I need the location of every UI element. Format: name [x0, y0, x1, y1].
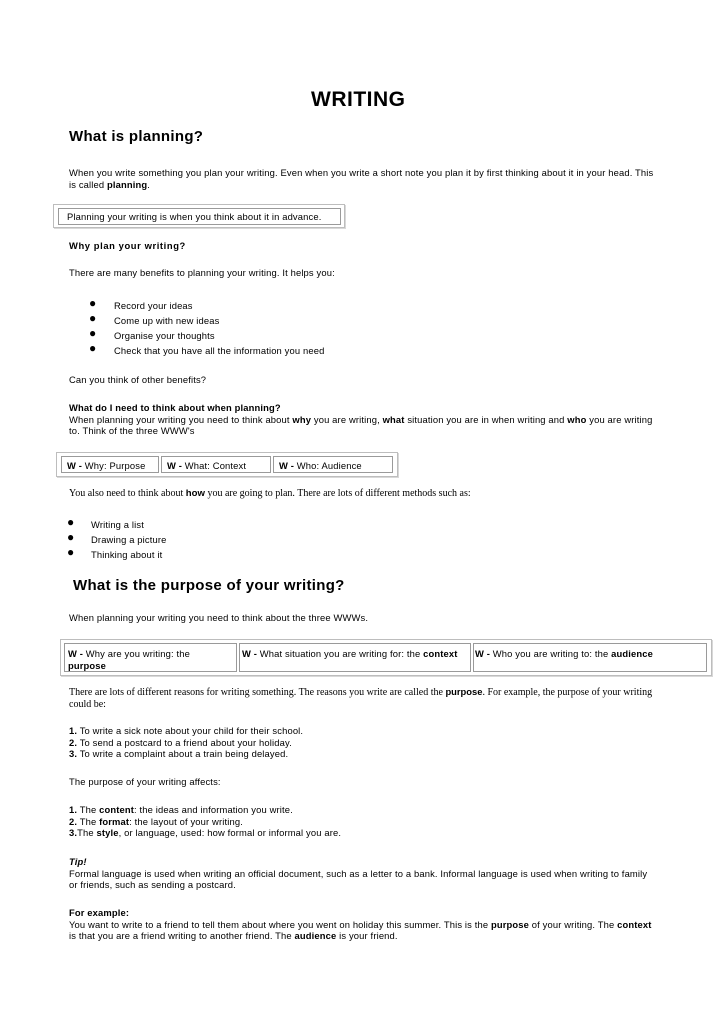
www-table	[60, 639, 712, 676]
affects-intro: The purpose of your writing affects:	[69, 776, 221, 787]
bullet-icon: ●	[67, 545, 75, 559]
www-who: W - Who: Audience	[279, 460, 362, 471]
purpose-intro: When planning your writing you need to think about the three WWWs.	[69, 612, 369, 623]
www-why: W - Why: Purpose	[67, 460, 146, 471]
effects-list	[69, 804, 669, 839]
heading-what-is-planning: What is planning?	[69, 128, 204, 145]
example-item: 3. To write a complaint about a train being delayed.	[69, 748, 289, 759]
planning-intro-line2: is called planning.	[69, 178, 151, 190]
example-block: For example: You want to write to a friend to tell them about where you went on holiday this summer. This is the purpose of your writing. The context is that you are a friend writing to another friend. The audience is your friend.	[69, 907, 689, 942]
effect-item: 2. The format: the layout of your writing.	[69, 815, 243, 827]
bullet-icon: ●	[67, 530, 75, 544]
tip-block: Tip! Formal language is used when writing an official document, such as a letter to a bank. Informal language is used when writing to family or friends, such as sending a postcard.	[69, 856, 689, 891]
planning-term: planning	[106, 178, 148, 190]
bullet-icon: ●	[89, 311, 97, 325]
planning-intro	[69, 167, 669, 190]
heading-why-plan: Why plan your writing?	[69, 240, 186, 251]
method-item: Thinking about it	[91, 549, 163, 560]
bullet-icon: ●	[89, 341, 97, 355]
reasons-text: There are lots of different reasons for writing something. The reasons you write are called the purpose. For example, the purpose of your writing could be:	[69, 686, 653, 710]
benefit-item: Come up with new ideas	[114, 315, 220, 326]
example-item: 2. To send a postcard to a friend about your holiday.	[69, 736, 292, 748]
definition-box	[53, 204, 345, 228]
benefit-item: Record your ideas	[114, 300, 193, 311]
table-what: W - What situation you are writing for: the context	[242, 648, 458, 659]
www-line1: When planning your writing you need to think about why you are writing, what situation you are in when writing and who you are writing	[69, 413, 653, 425]
benefits-intro: There are many benefits to planning your writing. It helps you:	[69, 267, 335, 278]
www-what: W - What: Context	[167, 460, 247, 471]
example-item: 1. To write a sick note about your child for their school.	[69, 725, 304, 736]
benefit-item: Check that you have all the information you need	[114, 345, 325, 356]
method-item: Writing a list	[91, 519, 144, 530]
example-label: For example:	[69, 907, 130, 918]
benefit-item: Organise your thoughts	[114, 330, 215, 341]
heading-purpose: What is the purpose of your writing?	[73, 577, 345, 594]
bullet-icon: ●	[89, 326, 97, 340]
table-who: W - Who you are writing to: the audience	[475, 648, 653, 659]
www-line2: to. Think of the three WWW's	[69, 425, 195, 436]
method-item: Drawing a picture	[91, 534, 167, 545]
bullet-icon: ●	[89, 296, 97, 310]
bullet-icon: ●	[67, 515, 75, 529]
heading-what-to-think: What do I need to think about when planning?	[69, 402, 281, 413]
www-box	[56, 452, 398, 477]
purpose-examples	[69, 725, 669, 760]
tip-label: Tip!	[69, 856, 87, 867]
definition-text: Planning your writing is when you think about it in advance.	[67, 211, 322, 222]
benefits-question: Can you think of other benefits?	[69, 374, 207, 385]
www-section	[69, 402, 669, 437]
page-title: WRITING	[311, 88, 406, 111]
effect-item: 1. The content: the ideas and information you write.	[69, 804, 293, 815]
table-why: W - Why are you writing: the purpose	[68, 648, 190, 671]
methods-intro: You also need to think about how you are going to plan. There are lots of different methods such as:	[69, 488, 471, 499]
effect-item: 3.The style, or language, used: how formal or informal you are.	[69, 827, 342, 838]
planning-intro-line1: When you write something you plan your writing. Even when you write a short note you plan it by first thinking about it in your head. This	[69, 167, 654, 178]
